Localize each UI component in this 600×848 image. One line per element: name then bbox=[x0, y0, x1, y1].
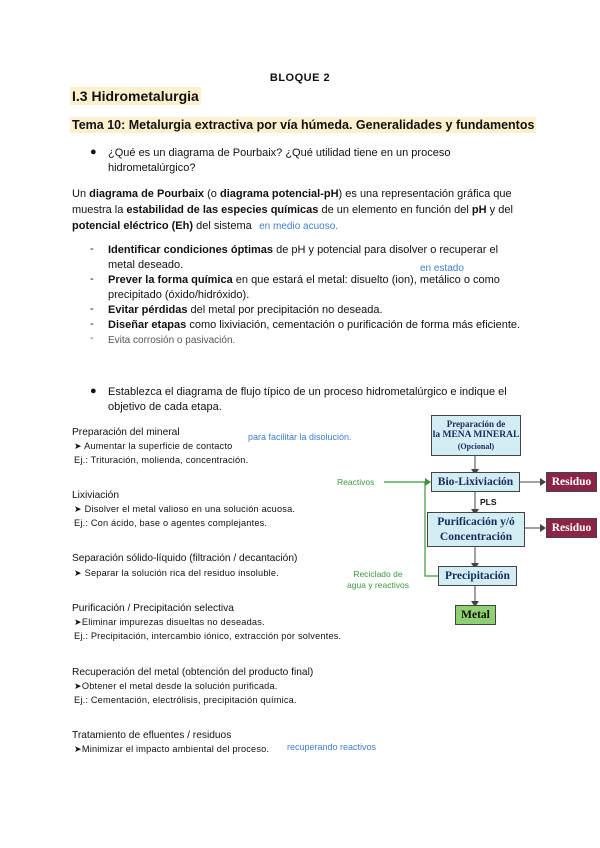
topic-title: Tema 10: Metalurgia extractiva por vía húmeda. Generalidades y fundamentos bbox=[72, 118, 535, 132]
question-2: Establezca el diagrama de flujo típico de un proceso hidrometalúrgico e indique el objetivo de cada etapa. bbox=[108, 386, 507, 413]
use-item-2: Prever la forma química en que estará el metal: disuelto (ion), metálico o como precipitado (óxido/hidróxido). bbox=[108, 274, 500, 301]
use-item-3: Evitar pérdidas del metal por precipitación no deseada. bbox=[108, 304, 383, 316]
stage-example: Ej.: Trituración, molienda, concentración. bbox=[74, 455, 249, 465]
stage-objective: ➤Minimizar el impacto ambiental del proceso. bbox=[74, 744, 270, 754]
handwritten-note: recuperando reactivos bbox=[287, 742, 377, 752]
stage-title: Recuperación del metal (obtención del producto final) bbox=[72, 667, 314, 678]
stage-box-metal: Metal bbox=[455, 605, 496, 625]
reactivos-label: Reactivos bbox=[337, 477, 375, 487]
stage-title: Lixiviación bbox=[72, 490, 119, 501]
use-item-1: Identificar condiciones óptimas de pH y potencial para disolver o recuperar el metal deseado. bbox=[108, 244, 499, 271]
stage-title: Tratamiento de efluentes / residuos bbox=[72, 730, 232, 741]
residue-box-2: Residuo bbox=[546, 518, 597, 538]
section-title: I.3 Hidrometalurgia bbox=[72, 88, 199, 104]
stage-example: Ej.: Cementación, electrólisis, precipitación química. bbox=[74, 695, 297, 705]
dash-icon: - bbox=[90, 273, 94, 285]
use-item-4: Diseñar etapas como lixiviación, cementación o purificación de forma más eficiente. bbox=[108, 319, 521, 331]
stage-box-biolixiviacion: Bio-Lixiviación bbox=[431, 472, 520, 492]
stage-objective: ➤Eliminar impurezas disueltas no deseadas. bbox=[74, 617, 265, 627]
stage-example: Ej.: Con ácido, base o agentes complejantes. bbox=[74, 518, 268, 528]
use-item-5: Evita corrosión o pasivación. bbox=[108, 335, 236, 346]
pls-label: PLS bbox=[480, 497, 497, 507]
question-1: ¿Qué es un diagrama de Pourbaix? ¿Qué utilidad tiene en un proceso hidrometalúrgico? bbox=[108, 147, 451, 174]
dash-icon: - bbox=[90, 303, 94, 315]
bullet-icon: ● bbox=[90, 385, 97, 397]
stage-objective: ➤ Disolver el metal valioso en una solución acuosa. bbox=[74, 504, 296, 514]
handwritten-note: en estado bbox=[420, 263, 464, 274]
dash-icon: - bbox=[90, 333, 94, 344]
definition-paragraph: Un diagrama de Pourbaix (o diagrama potencial-pH) es una representación gráfica que muestra la estabilidad de las especies químicas de un elemento en función del pH y del potencial eléctrico (Eh) del sistema en medio acuoso. bbox=[72, 188, 513, 232]
handwritten-note: en medio acuoso. bbox=[259, 221, 339, 232]
handwritten-note: para facilitar la disolución. bbox=[248, 432, 352, 442]
stage-example: Ej.: Precipitación, intercambio iónico, extracción por solventes. bbox=[74, 631, 342, 641]
stage-box-preparacion: Preparación de la MENA MINERAL (Opcional) bbox=[431, 415, 521, 456]
dash-icon: - bbox=[90, 243, 94, 255]
stage-box-precipitacion: Precipitación bbox=[438, 566, 517, 586]
stage-title: Preparación del mineral bbox=[72, 427, 180, 438]
dash-icon: - bbox=[90, 318, 94, 330]
stage-objective: ➤ Aumentar la superficie de contacto bbox=[74, 441, 233, 451]
stage-objective: ➤ Separar la solución rica del residuo insoluble. bbox=[74, 568, 279, 578]
block-label: BLOQUE 2 bbox=[269, 72, 331, 84]
recycle-label: Reciclado de agua y reactivos bbox=[347, 569, 409, 590]
stage-box-purificacion: Purificación y/ó Concentración bbox=[427, 512, 525, 547]
bullet-icon: ● bbox=[90, 146, 97, 158]
residue-box-1: Residuo bbox=[546, 472, 597, 492]
stage-title: Purificación / Precipitación selectiva bbox=[72, 603, 234, 614]
stage-objective: ➤Obtener el metal desde la solución purificada. bbox=[74, 681, 278, 691]
stage-title: Separación sólido-líquido (filtración / decantación) bbox=[72, 553, 298, 564]
